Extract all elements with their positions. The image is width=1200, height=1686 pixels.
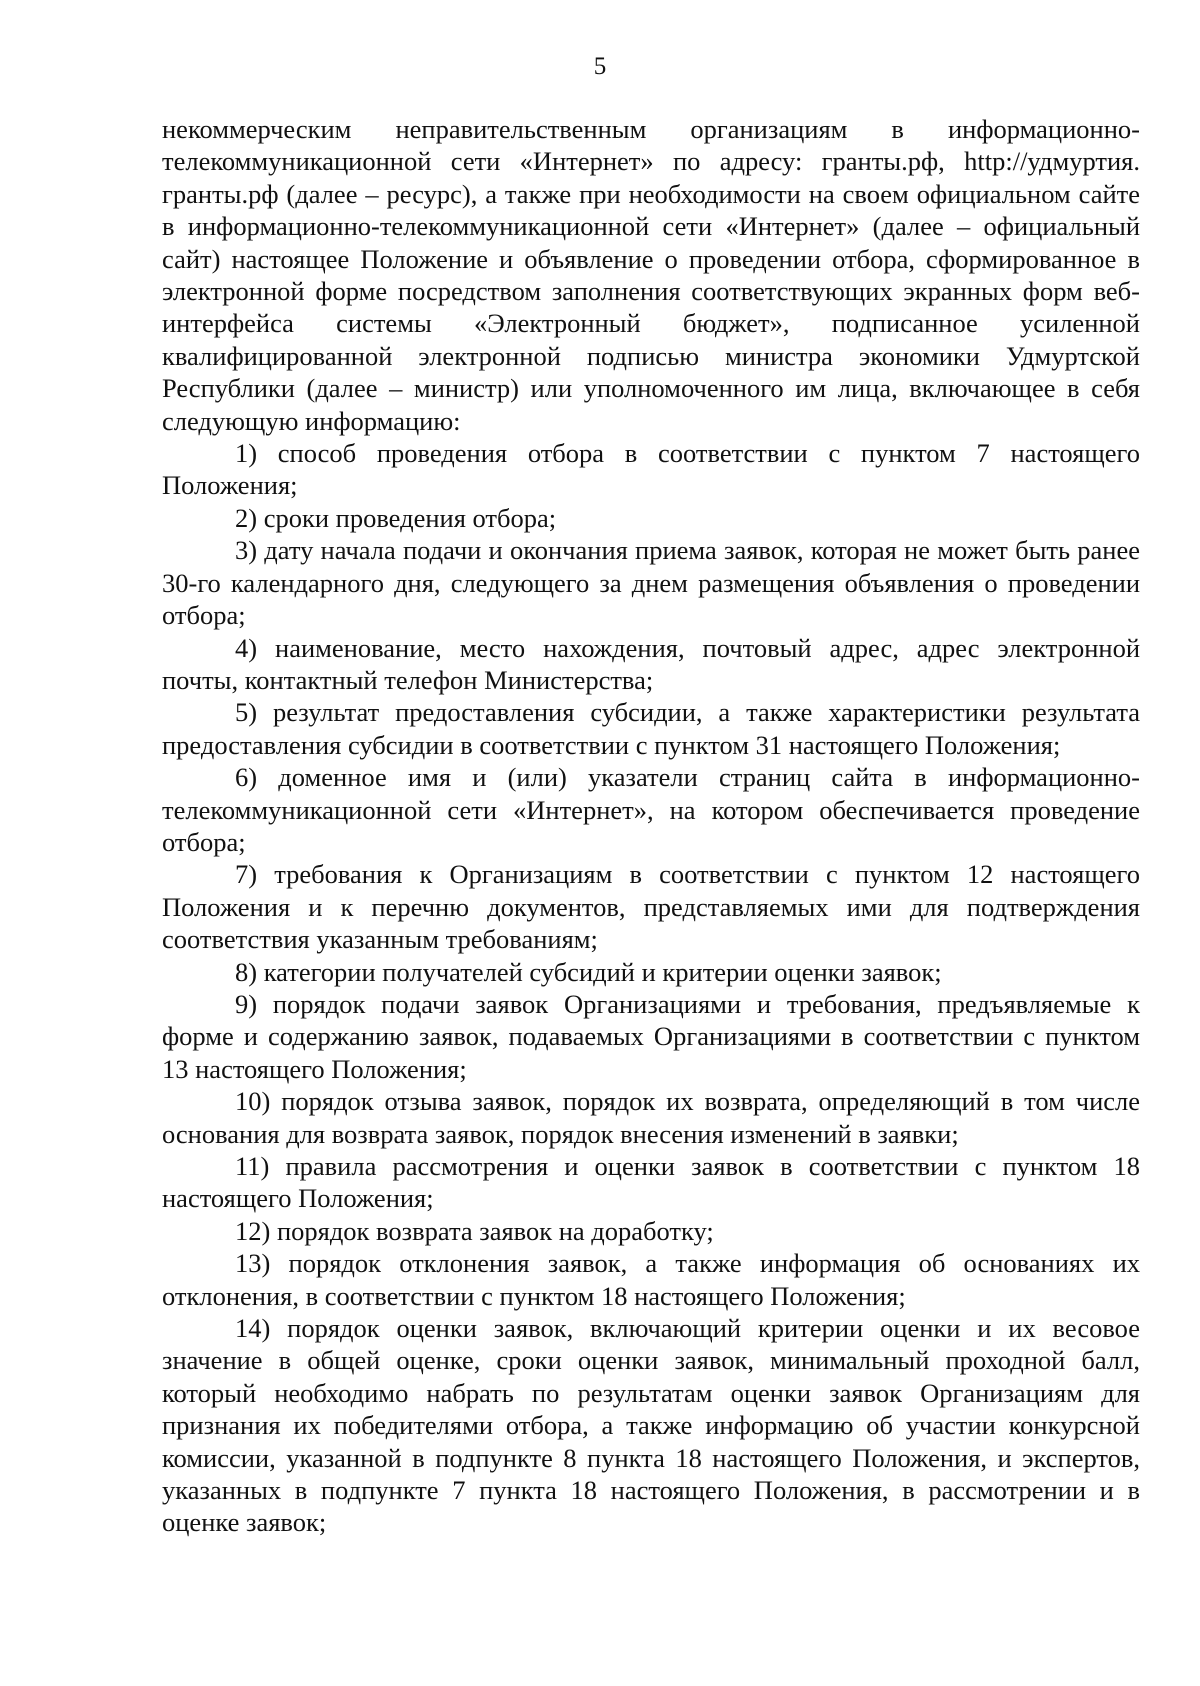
list-item-10: 10) порядок отзыва заявок, порядок их возврата, определяющий в том числе основания для возврата заявок, порядок внесения изменений в заявки; <box>162 1086 1140 1149</box>
list-item-7: 7) требования к Организациям в соответствии с пунктом 12 настоящего Положения и к перечню документов, представляемых ими для подтверждения соответствия указанным требованиям; <box>162 859 1140 955</box>
list-item-4: 4) наименование, место нахождения, почтовый адрес, адрес электронной почты, контактный телефон Министерства; <box>162 632 1140 695</box>
list-item-2: 2) сроки проведения отбора; <box>235 502 557 533</box>
list-item-11: 11) правила рассмотрения и оценки заявок в соответствии с пунктом 18 настоящего Положения; <box>162 1151 1140 1214</box>
list-item-14: 14) порядок оценки заявок, включающий критерии оценки и их весовое значение в общей оценке, сроки оценки заявок, минимальный проходной балл, который необходимо набрать по результатам оценки заявок Организациям для признания их победителями отбора, а также информацию об участии конкурсной комиссии, указанной в подпункте 8 пункта 18 настоящего Положения, и экспертов, указанных в подпункте 7 пункта 18 настоящего Положения, в рассмотрении и в оценке заявок; <box>162 1313 1140 1538</box>
list-item-5: 5) результат предоставления субсидии, а также характеристики результата предоставления субсидии в соответствии с пунктом 31 настоящего Положения; <box>162 697 1140 760</box>
list-item-6: 6) доменное имя и (или) указатели страниц сайта в информационно-телекоммуникационной сети «Интернет», на котором обеспечивается проведение отбора; <box>162 762 1140 857</box>
list-item-1: 1) способ проведения отбора в соответствии с пунктом 7 настоящего Положения; <box>162 438 1140 501</box>
list-item-3: 3) дату начала подачи и окончания приема заявок, которая не может быть ранее 30-го календарного дня, следующего за днем размещения объявления о проведении отбора; <box>162 535 1140 631</box>
list-item-8: 8) категории получателей субсидий и критерии оценки заявок; <box>235 956 942 987</box>
list-item-9: 9) порядок подачи заявок Организациями и требования, предъявляемые к форме и содержанию заявок, подаваемых Организациями в соответствии с пунктом 13 настоящего Положения; <box>162 988 1140 1084</box>
paragraph-intro-continuation: некоммерческим неправительственным организациям в информационно-телекоммуникационной сети «Интернет» по адресу: гранты.рф, http://удмуртия. гранты.рф (далее – ресурс), а также при необходимости на своем официальном сайте в информационно-телекоммуникационной сети «Интернет» (далее – официальный сайт) настоящее Положение и объявление о проведении отбора, сформированное в электронной форме посредством заполнения соответствующих экранных форм веб-интерфейса системы «Электронный бюджет», подписанное усиленной квалифицированной электронной подписью министра экономики Удмуртской Республики (далее – министр) или уполномоченного им лица, включающее в себя следующую информацию: <box>162 114 1140 436</box>
list-item-12: 12) порядок возврата заявок на доработку; <box>235 1215 714 1246</box>
page-number: 5 <box>593 53 607 80</box>
document-body <box>162 113 1140 1539</box>
list-item-13: 13) порядок отклонения заявок, а также информация об основаниях их отклонения, в соответствии с пунктом 18 настоящего Положения; <box>162 1248 1140 1311</box>
